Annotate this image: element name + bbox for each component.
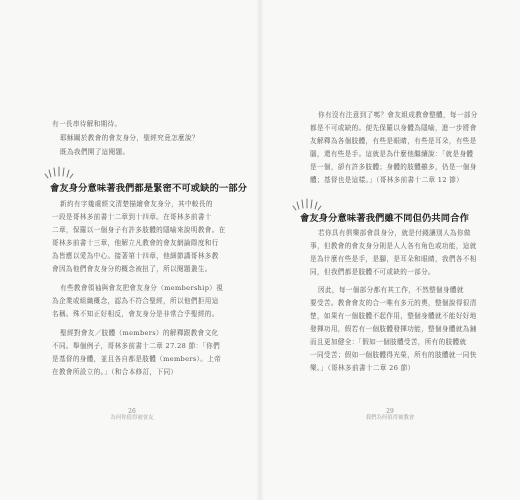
left-text-line: 耶穌關於教會的會友身分，聖經究竟怎麼說？ <box>60 134 199 142</box>
burst-icon <box>44 166 74 180</box>
left-text-line: 一段是哥林多前書十二章到十四章。在哥林多前書十 <box>52 213 212 221</box>
right-text-line: 友解釋為各個肢體，有些是眼睛，有些是耳朵，有些是 <box>310 137 477 145</box>
right-text-line: 要受苦。教會會友的合一唯有多元的奧，整個說得很清 <box>310 299 477 307</box>
right-folio <box>350 408 430 422</box>
right-text-line: 若你具有俱樂部會員身分，就是付錢讓別人為你做 <box>318 229 471 237</box>
left-text-line: 哥林多前書十三章，他解立凡教會的會友網論際度和行 <box>52 239 219 247</box>
right-text-line: 事，但教會的會友身分則是人人各有角色或功能，這就 <box>310 242 477 250</box>
right-text-line: 你有沒有注意到了嗎？會友組成教會整體，每一部分 <box>318 111 478 119</box>
left-text-line: 為企業或組織概念，認為不符合聖經，所以他們拒用這 <box>52 297 219 305</box>
section-heading: 會友身分意味著我們雖不同但仍共同合作 <box>300 213 469 224</box>
right-text-line: 楚，如果有一個肢體不起作用，整個身體就不能好好地 <box>310 312 477 320</box>
right-text-line: 發揮功用，假若有一個肢體發揮功能，整個身體就為鋪 <box>310 325 477 333</box>
left-text-line: 聖經對會友／肢體（members）的解釋跟教會文化 <box>60 329 219 337</box>
left-text-line: 為皆應以愛為中心。接著第十四章，他細節講哥林多教 <box>52 252 219 260</box>
right-text-line: 樂。」（哥林多前書十二章 26 節） <box>310 364 415 372</box>
running-title: 為何你值得被會友 <box>110 415 154 421</box>
right-text-line: 是一個，卻有許多肢體；身體的肢體雖多，仍是一個身 <box>310 163 477 171</box>
left-text-line: 有一長串待解和期待。 <box>52 120 122 128</box>
right-page <box>260 0 520 500</box>
left-text-line: 既為我們開了這閱題。 <box>60 148 130 156</box>
page-number: 26 <box>128 408 136 415</box>
left-text-line: 是基督的身體，並且各自都是肢體（members）。上帝 <box>52 355 222 363</box>
left-text-line: 二章，保羅以一個身子有許多肢體的隱喻來說明教會。在 <box>52 226 226 234</box>
right-text-line: 是為什麼有些是手，是腳，是耳朵和眼睛，我們各不相 <box>310 255 477 263</box>
right-text-line: 同，但我們都是肢體不可或缺的一部分。 <box>310 268 435 276</box>
left-text-line: 有些教會領袖與會友把會友身分（membership）視 <box>60 284 224 292</box>
left-text-line: 在教會所設立的。」（和合本修訂，下同） <box>52 368 178 376</box>
left-folio <box>92 408 172 422</box>
section-heading: 會友身分意味著我們都是緊密不可或缺的一部分 <box>50 183 248 194</box>
right-text-line: 而且更加健全：「假如一個肢體受苦，所有的肢體就 <box>310 338 467 346</box>
page-number: 29 <box>386 408 394 415</box>
right-text-line: 因此，每一個部分都有其工作，不然整個身體就 <box>318 286 464 294</box>
right-text-line: 一同受苦；假如一個肢體得光榮，所有的肢體就一同快 <box>310 351 477 359</box>
left-text-line: 新約有字幾處經文清楚描繪會友身分，其中較長的 <box>60 200 213 208</box>
right-text-line: 體；基督也是這樣。」（哥林多前書十二章 12 節） <box>310 176 464 184</box>
running-title: 我們為何值得被教會 <box>365 415 415 421</box>
left-text-line: 不同。舉個例子，哥林多前書十二章 27.28 節：「你們 <box>52 342 221 350</box>
right-text-line: 都是不可或缺的。便先保羅以身體為隱喻，進一步將會 <box>310 124 477 132</box>
right-text-line: 腦，還有些是手。這就是為什麼他繼續說：「就是身體 <box>310 150 474 158</box>
left-text-line: 名稱。殊不知正好相反，會友身分是非常合乎聖經的。 <box>52 310 219 318</box>
left-text-line: 會因為他們會友身分的概念被扭了，所以閱題叢生。 <box>52 265 212 273</box>
